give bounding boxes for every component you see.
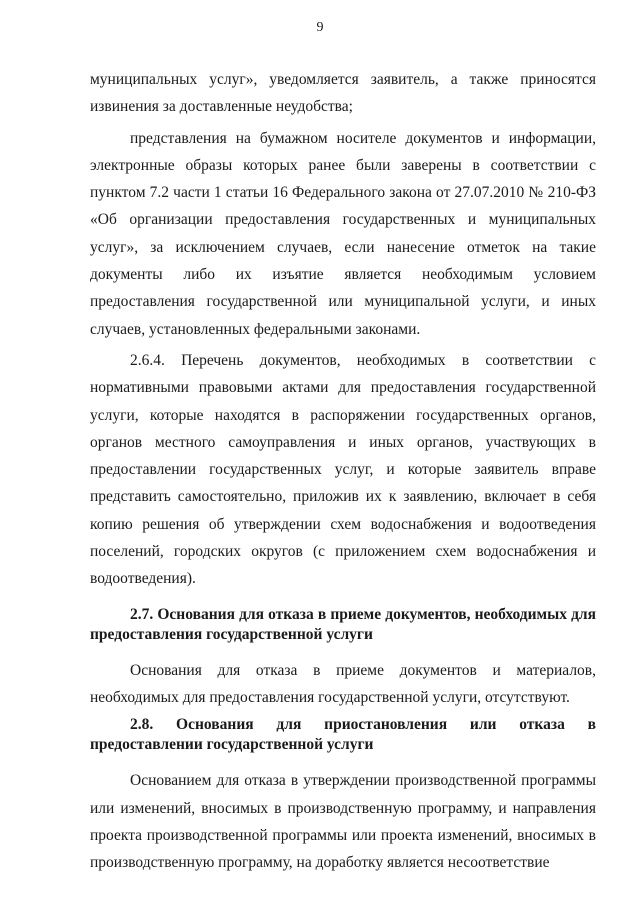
section-heading-2-8: 2.8. Основания для приостановления или отказа в предоставлении государственной услуги	[90, 716, 596, 754]
document-body	[90, 66, 596, 876]
paragraph-paper-documents: представления на бумажном носителе документов и информации, электронные образы которых ранее были заверены в соответствии с пунктом 7.2 части 1 статьи 16 Федерального закона от 27.07.2010 № 210-ФЗ «Об организации предоставления государственных и муниципальных услуг», за исключением случаев, если нанесение отметок на такие документы либо их изъятие является необходимым условием предоставления государственной или муниципальной услуги, и иных случаев, установленных федеральными законами.	[90, 129, 596, 338]
paragraph-2-6-4: 2.6.4. Перечень документов, необходимых в соответствии с нормативными правовыми актами для предоставления государственной услуги, которые находятся в распоряжении государственных органов, органов местного самоуправления и иных органов, участвующих в предоставлении государственных услуг, и которые заявитель вправе представить самостоятельно, приложив их к заявлению, включает в себя копию решения об утверждении схем водоснабжения и водоотведения поселений, городских округов (с приложением схем водоснабжения и водоотведения).	[90, 351, 596, 588]
paragraph-2-8-body: Основанием для отказа в утверждении производственной программы или изменений, вносимых в производственную программу, и направления проекта производственной программы или проекта изменений, вносимых в производственную программу, на доработку является несоответствие	[90, 772, 596, 872]
page-number: 9	[316, 20, 324, 35]
paragraph-2-7-body: Основания для отказа в приеме документов и материалов, необходимых для предоставления государственной услуги, отсутствуют.	[90, 661, 596, 706]
section-heading-2-7: 2.7. Основания для отказа в приеме документов, необходимых для предоставления государственной услуги	[90, 605, 596, 643]
paragraph-services-notification: муниципальных услуг», уведомляется заявитель, а также приносятся извинения за доставленные неудобства;	[90, 71, 596, 116]
